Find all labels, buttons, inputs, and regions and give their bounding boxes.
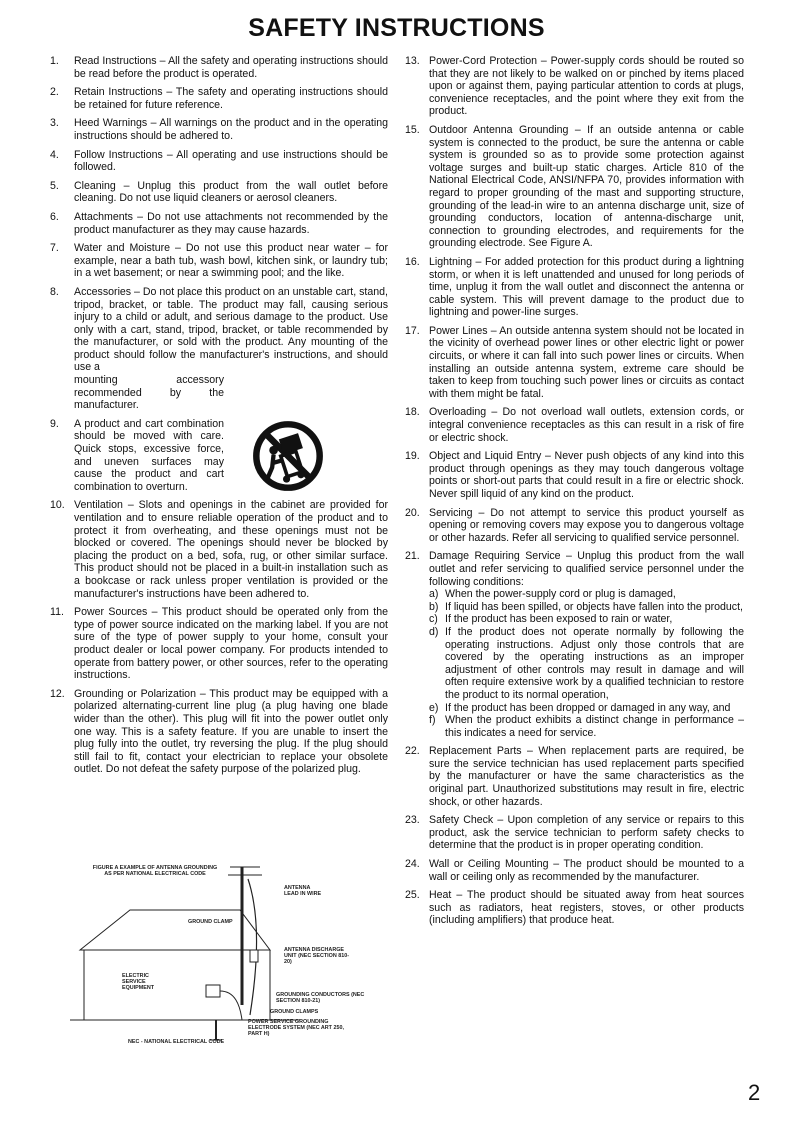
item-number: 17. — [405, 324, 420, 337]
item-text: Grounding or Polarization – This product may be equipped with a polarized alternating-current line plug (a plug having one blade wider than the other). This plug will fit into the power outlet only one way. This is a safety feature. If you are unable to insert the plug fully into the outlet, try reversing the plug. If the plug should still fail to fit, contact your electrician to replace your obsolete outlet. Do not defeat the safety purpose of the polarized plug. — [74, 687, 388, 776]
item-text: Wall or Ceiling Mounting – The product should be mounted to a wall or ceiling only as recommended by the manufacturer. — [429, 858, 744, 883]
instruction-item — [50, 418, 388, 494]
instruction-item — [405, 889, 744, 927]
item-text: Outdoor Antenna Grounding – If an outside antenna or cable system is connected to the product, be sure the antenna or cable system is grounded so as to provide some protection against voltage surges and built-up static charges. Article 810 of the National Electrical Code, ANSI/NFPA 70, provides information with regard to proper grounding of the mast and supporting structure, grounding of the lead-in wire to an antenna discharge unit, size of grounding conductors, location of antenna-discharge unit, connection to grounding electrodes, and requirements for the grounding electrode. See Figure A. — [429, 123, 744, 250]
sub-text: When the power-supply cord or plug is damaged, — [445, 588, 676, 601]
item-text: Power Sources – This product should be operated only from the type of power source indicated on the marking label. If you are not sure of the type of power supply to your home, consult your product dealer or local power company. For products intended to operate from battery power, or other sources, refer to the operating instructions. — [74, 606, 388, 682]
item-number: 21. — [405, 550, 420, 563]
item-number: 15. — [405, 123, 420, 136]
item-number: 13. — [405, 55, 420, 67]
item-number: 5. — [50, 179, 59, 192]
sub-text: If the product has been exposed to rain or water, — [445, 613, 673, 626]
label-grounding-conductors: GROUNDING CONDUCTORS (NEC SECTION 810-21) — [276, 992, 365, 1004]
item-text: Damage Requiring Service – Unplug this product from the wall outlet and refer servicing to qualified service personnel under the following conditions: — [429, 550, 744, 588]
instruction-item — [405, 55, 744, 118]
sub-letter: d) — [429, 625, 439, 638]
sub-text: If the product has been dropped or damaged in any way, and — [445, 701, 731, 714]
instruction-item — [50, 149, 388, 174]
sub-item — [429, 626, 744, 702]
instruction-item — [50, 242, 388, 280]
item-number: 12. — [50, 687, 65, 700]
page-title: SAFETY INSTRUCTIONS — [248, 14, 545, 42]
instruction-item — [405, 858, 744, 883]
item-text: Power-Cord Protection – Power-supply cords should be routed so that they are not likely to be walked on or pinched by items placed upon or against them, paying particular attention to cords at plugs, convenience receptacles, and the point where they exit from the product. — [429, 55, 744, 118]
sub-letter: e) — [429, 701, 439, 714]
item-text: Accessories – Do not place this product on an unstable cart, stand, tripod, bracket, or table. The product may fall, causing serious injury to a child or adult, and serious damage to the product. Use only with a cart, stand, tripod, bracket, or table recommended by the manufacturer, or sold with the product. Any mounting of the product should follow the manufacturer's instructions, and should use a — [74, 285, 388, 374]
figure-title: FIGURE A EXAMPLE OF ANTENNA GROUNDING AS PER NATIONAL ELECTRICAL CODE — [92, 865, 218, 877]
antenna-grounding-figure — [70, 855, 370, 1055]
item-text: Servicing – Do not attempt to service this product yourself as opening or removing covers may expose you to dangerous voltage or other hazards. Refer all servicing to qualified service personnel. — [429, 506, 744, 544]
item-number: 22. — [405, 745, 420, 758]
left-column — [50, 55, 388, 782]
item-number: 23. — [405, 814, 420, 827]
sub-text: If liquid has been spilled, or objects have fallen into the product, — [445, 600, 743, 613]
sub-item — [429, 601, 744, 614]
instruction-item — [405, 256, 744, 319]
item-number: 3. — [50, 117, 59, 130]
item-text: Safety Check – Upon completion of any service or repairs to this product, ask the service technician to perform safety checks to determine that the product is in proper operating condition. — [429, 814, 744, 852]
item-number: 9. — [50, 417, 59, 430]
cart-tip-over-warning-icon — [252, 420, 324, 492]
sub-letter: a) — [429, 588, 439, 601]
item-text: Overloading – Do not overload wall outlets, extension cords, or integral convenience receptacles as this can result in a risk of fire or electric shock. — [429, 406, 744, 444]
label-ground-clamps: GROUND CLAMPS — [270, 1009, 319, 1015]
sub-letter: b) — [429, 600, 439, 613]
instruction-item — [405, 507, 744, 545]
item-number: 10. — [50, 499, 65, 512]
sub-item — [429, 613, 744, 626]
label-electrode-system: POWER SERVICE GROUNDING ELECTRODE SYSTEM (NEC ART 250, PART H) — [248, 1019, 344, 1037]
sub-letter: f) — [429, 714, 436, 727]
sub-text: When the product exhibits a distinct change in performance – this indicates a need for service. — [445, 714, 744, 739]
item-number: 11. — [50, 606, 64, 619]
item-text: Object and Liquid Entry – Never push objects of any kind into this product through openings as they may touch dangerous voltage points or short-out parts that could result in a fire or electric shock. Never spill liquid of any kind on the product. — [429, 450, 744, 500]
instruction-item — [50, 55, 388, 80]
item-number: 1. — [50, 55, 59, 67]
item-text-tail: mounting accessory recommended by the manufacturer. — [74, 374, 224, 412]
instruction-item — [405, 325, 744, 401]
label-service-equipment: ELECTRIC SERVICE EQUIPMENT — [122, 973, 155, 991]
item-number: 7. — [50, 242, 59, 255]
item-text: Power Lines – An outside antenna system should not be located in the vicinity of overhead power lines or other electric light or power circuits, or where it can fall into such power lines or circuits. When installing an outside antenna system, extreme care should be taken to keep from touching such power lines or circuits as contact with them might be fatal. — [429, 324, 744, 400]
sub-item — [429, 702, 744, 715]
item-number: 4. — [50, 148, 59, 161]
item-number: 8. — [50, 285, 59, 298]
instruction-item — [50, 499, 388, 600]
instruction-item — [405, 450, 744, 500]
item-text: Cleaning – Unplug this product from the wall outlet before cleaning. Do not use liquid cleaners or aerosol cleaners. — [74, 179, 388, 205]
item-number: 2. — [50, 86, 59, 99]
instruction-item — [405, 745, 744, 808]
label-antenna-lead: ANTENNA LEAD IN WIRE — [284, 885, 322, 897]
label-discharge-unit: ANTENNA DISCHARGE UNIT (NEC SECTION 810-20) — [284, 947, 349, 965]
instruction-item — [405, 550, 744, 739]
instruction-item — [405, 814, 744, 852]
instruction-item — [50, 180, 388, 205]
item-text: Heed Warnings – All warnings on the product and in the operating instructions should be adhered to. — [74, 117, 388, 142]
instruction-item — [405, 124, 744, 250]
item-text: A product and cart combination should be moved with care. Quick stops, excessive force, and uneven surfaces may cause the product and cart combination to overturn. — [74, 417, 224, 493]
sub-item — [429, 588, 744, 601]
item-number: 24. — [405, 858, 420, 871]
item-text: Water and Moisture – Do not use this product near water – for example, near a bath tub, wash bowl, kitchen sink, or laundry tub; in a wet basement; or near a swimming pool; and the like. — [74, 242, 388, 280]
page-number: 2 — [748, 1080, 761, 1105]
sub-letter: c) — [429, 613, 438, 626]
item-text: Heat – The product should be situated away from heat sources such as radiators, heat registers, stoves, or other products (including amplifiers) that produce heat. — [429, 889, 744, 927]
item-number: 16. — [405, 255, 420, 268]
instruction-item — [50, 688, 388, 776]
item-text: Read Instructions – All the safety and operating instructions should be read before the product is operated. — [74, 55, 388, 80]
right-column — [405, 55, 744, 933]
instruction-item — [50, 86, 388, 111]
instruction-item — [50, 286, 388, 412]
item-text: Lightning – For added protection for this product during a lightning storm, or when it is left unattended and unused for long periods of time, unplug it from the wall outlet and disconnect the antenna or cable system. This will prevent damage to the product due to lightning and power-line surges. — [429, 255, 744, 319]
label-ground-clamp: GROUND CLAMP — [188, 919, 233, 925]
item-text: Replacement Parts – When replacement parts are required, be sure the service technician has used replacement parts specified by the manufacturer or have the same characteristics as the original part. Unauthorized substitutions may result in fire, electric shock, or other hazards. — [429, 745, 744, 808]
item-number: 25. — [405, 889, 420, 902]
item-number: 20. — [405, 506, 420, 519]
sub-text: If the product does not operate normally by following the operating instructions. Adjust only those controls that are covered by the operating instructions as an improper adjustment of other controls may result in damage and will often require extensive work by a qualified technician to restore the product to its normal operation, — [445, 625, 744, 701]
item-number: 19. — [405, 450, 420, 463]
label-nec: NEC - NATIONAL ELECTRICAL CODE — [128, 1039, 225, 1045]
instruction-item — [50, 211, 388, 236]
sub-item — [429, 714, 744, 739]
instruction-item — [50, 117, 388, 142]
instruction-item — [405, 406, 744, 444]
item-text: Follow Instructions – All operating and use instructions should be followed. — [74, 148, 388, 174]
item-text: Ventilation – Slots and openings in the cabinet are provided for ventilation and to ensure reliable operation of the product and to protect it from overheating, and these openings must not be blocked or covered. The openings should never be blocked by placing the product on a bed, sofa, rug, or other similar surface. This product should not be placed in a built-in installation such as a bookcase or rack unless proper ventilation is provided or the manufacturer's instructions have been adhered to. — [74, 499, 388, 600]
item-number: 6. — [50, 210, 59, 223]
instruction-item — [50, 606, 388, 682]
item-text: Retain Instructions – The safety and operating instructions should be retained for future reference. — [74, 86, 388, 111]
item-number: 18. — [405, 406, 420, 419]
item-text: Attachments – Do not use attachments not recommended by the product manufacturer as they may cause hazards. — [74, 210, 388, 236]
